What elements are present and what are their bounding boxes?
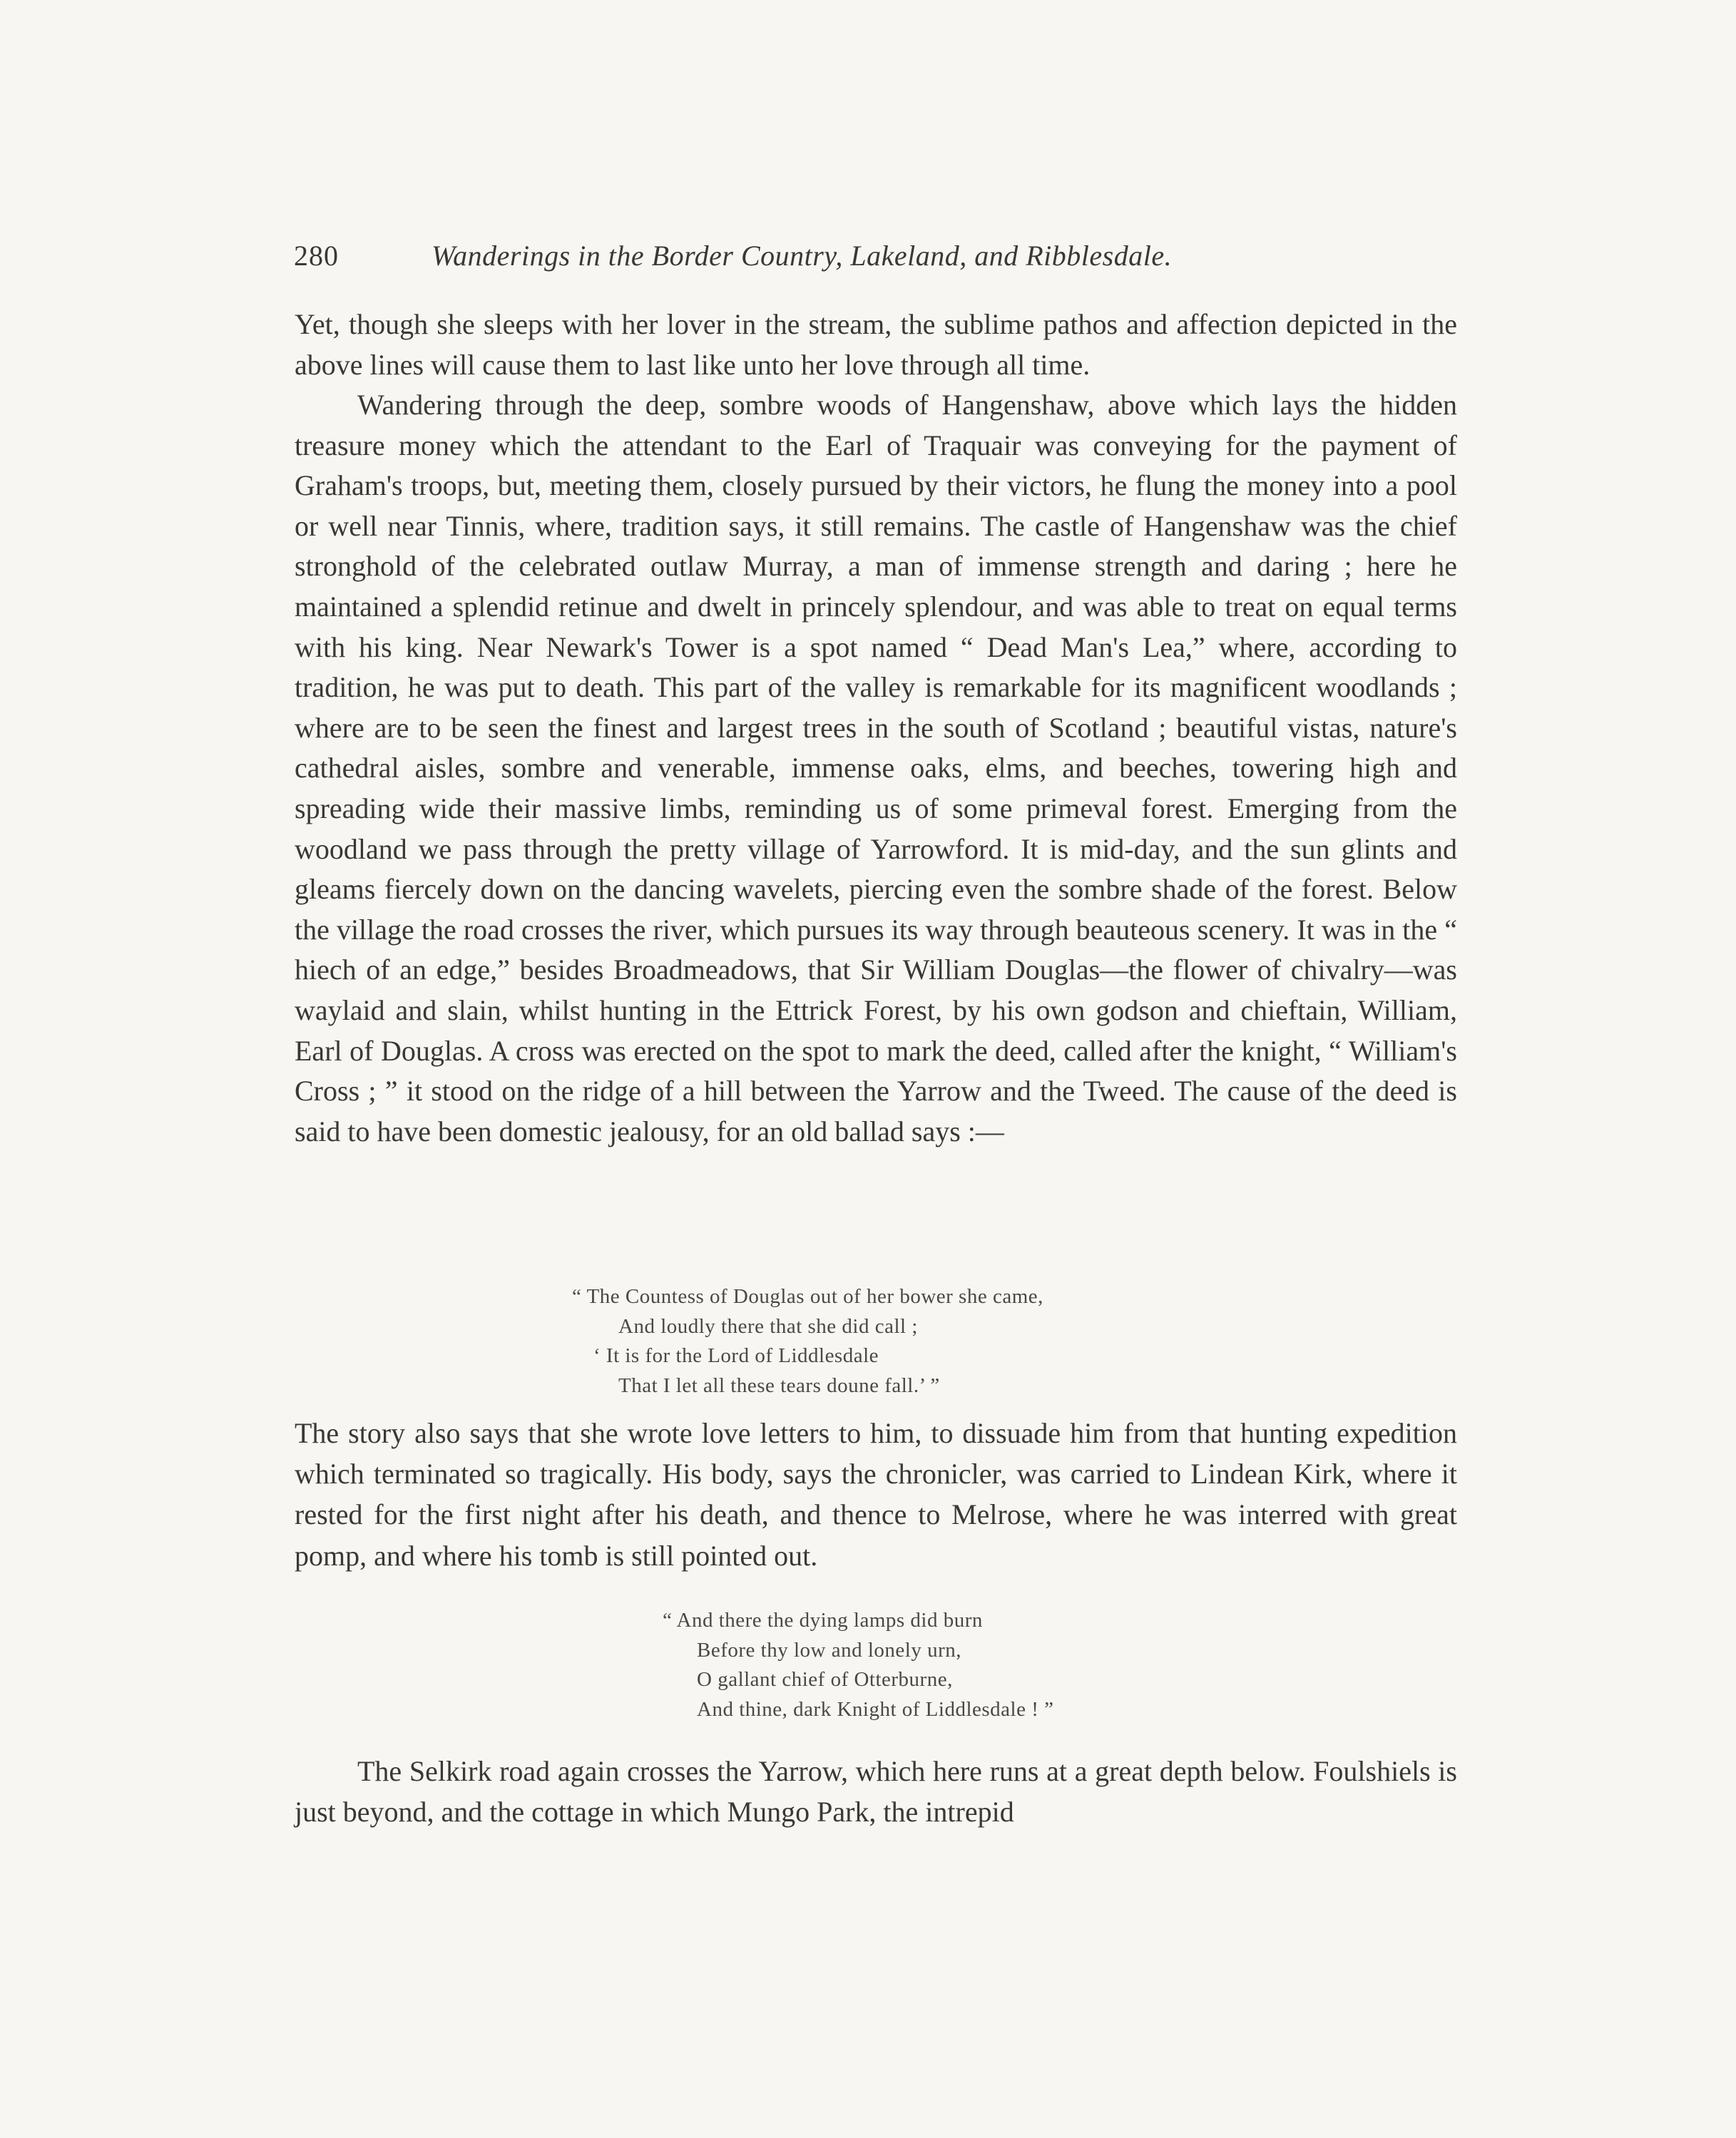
paragraph-selkirk-road: [295, 1751, 1457, 1832]
poem-quotation: [663, 1606, 1054, 1724]
paragraph-text: Wandering through the deep, sombre woods of Hangenshaw, above which lays the hidden treasure money which the attendant to the Earl of Traquair was conveying for the payment of Graham's troops, but, meeting them, closely pursued by their victors, he flung the money into a pool or well near Tinnis, where, tradition says, it still remains. The castle of Hangenshaw was the chief stronghold of the celebrated outlaw Murray, a man of immense strength and daring ; here he maintained a splendid retinue and dwelt in princely splendour, and was able to treat on equal terms with his king. Near Newark's Tower is a spot named “ Dead Man's Lea,” where, according to tradition, he was put to death. This part of the valley is remarkable for its magnificent woodlands ; where are to be seen the finest and largest trees in the south of Scotland ; beautiful vistas, nature's cathedral aisles, sombre and venerable, immense oaks, elms, and beeches, towering high and spreading wide their massive limbs, reminding us of some primeval forest. Emerging from the woodland we pass through the pretty village of Yarrowford. It is mid-day, and the sun glints and gleams fiercely down on the dancing wavelets, piercing even the sombre shade of the forest. Below the village the road crosses the river, which pursues its way through beauteous scenery. It was in the “ hiech of an edge,” besides Broadmeadows, that Sir William Douglas—the flower of chivalry—was waylaid and slain, whilst hunting in the Ettrick Forest, by his own godson and chieftain, William, Earl of Douglas. A cross was erected on the spot to mark the deed, called after the knight, “ William's Cross ; ” it stood on the ridge of a hill between the Yarrow and the Tweed. The cause of the deed is said to have been domestic jealousy, for an old ballad says :—: [295, 389, 1457, 1147]
verse-line: “ And there the dying lamps did burn: [663, 1609, 983, 1632]
ballad-quotation: [572, 1282, 1043, 1401]
paragraph-hangenshaw: [295, 385, 1457, 1152]
verse-line: That I let all these tears doune fall.’ ”: [618, 1374, 940, 1397]
verse-line: Before thy low and lonely urn,: [697, 1638, 961, 1662]
verse-line: O gallant chief of Otterburne,: [697, 1668, 953, 1691]
paragraph-text: Yet, though she sleeps with her lover in the stream, the sublime pathos and affection depicted in the above lines will cause them to last like unto her love through all time.: [295, 308, 1457, 381]
verse-line: And thine, dark Knight of Liddlesdale ! ”: [697, 1697, 1054, 1721]
paragraph-story: [295, 1413, 1457, 1576]
paragraph-text: The story also says that she wrote love letters to him, to dissuade him from that hunting expedition which terminated so tragically. His body, says the chronicler, was carried to Lindean Kirk, where it rested for the first night after his death, and thence to Melrose, where he was interred with great pomp, and where his tomb is still pointed out.: [295, 1417, 1457, 1572]
paragraph-continuation: [295, 305, 1457, 385]
paragraph-text: The Selkirk road again crosses the Yarrow, which here runs at a great depth below. Foulshiels is just beyond, and the cottage in which Mungo Park, the intrepid: [295, 1755, 1457, 1828]
page-number: 280: [294, 240, 339, 272]
verse-line: ‘ It is for the Lord of Liddlesdale: [593, 1344, 879, 1367]
verse-line: And loudly there that she did call ;: [618, 1314, 918, 1338]
running-header: [294, 239, 1314, 282]
verse-line: “ The Countess of Douglas out of her bower she came,: [572, 1285, 1043, 1308]
running-title: Wanderings in the Border Country, Lakeland, and Ribblesdale.: [432, 240, 1173, 272]
